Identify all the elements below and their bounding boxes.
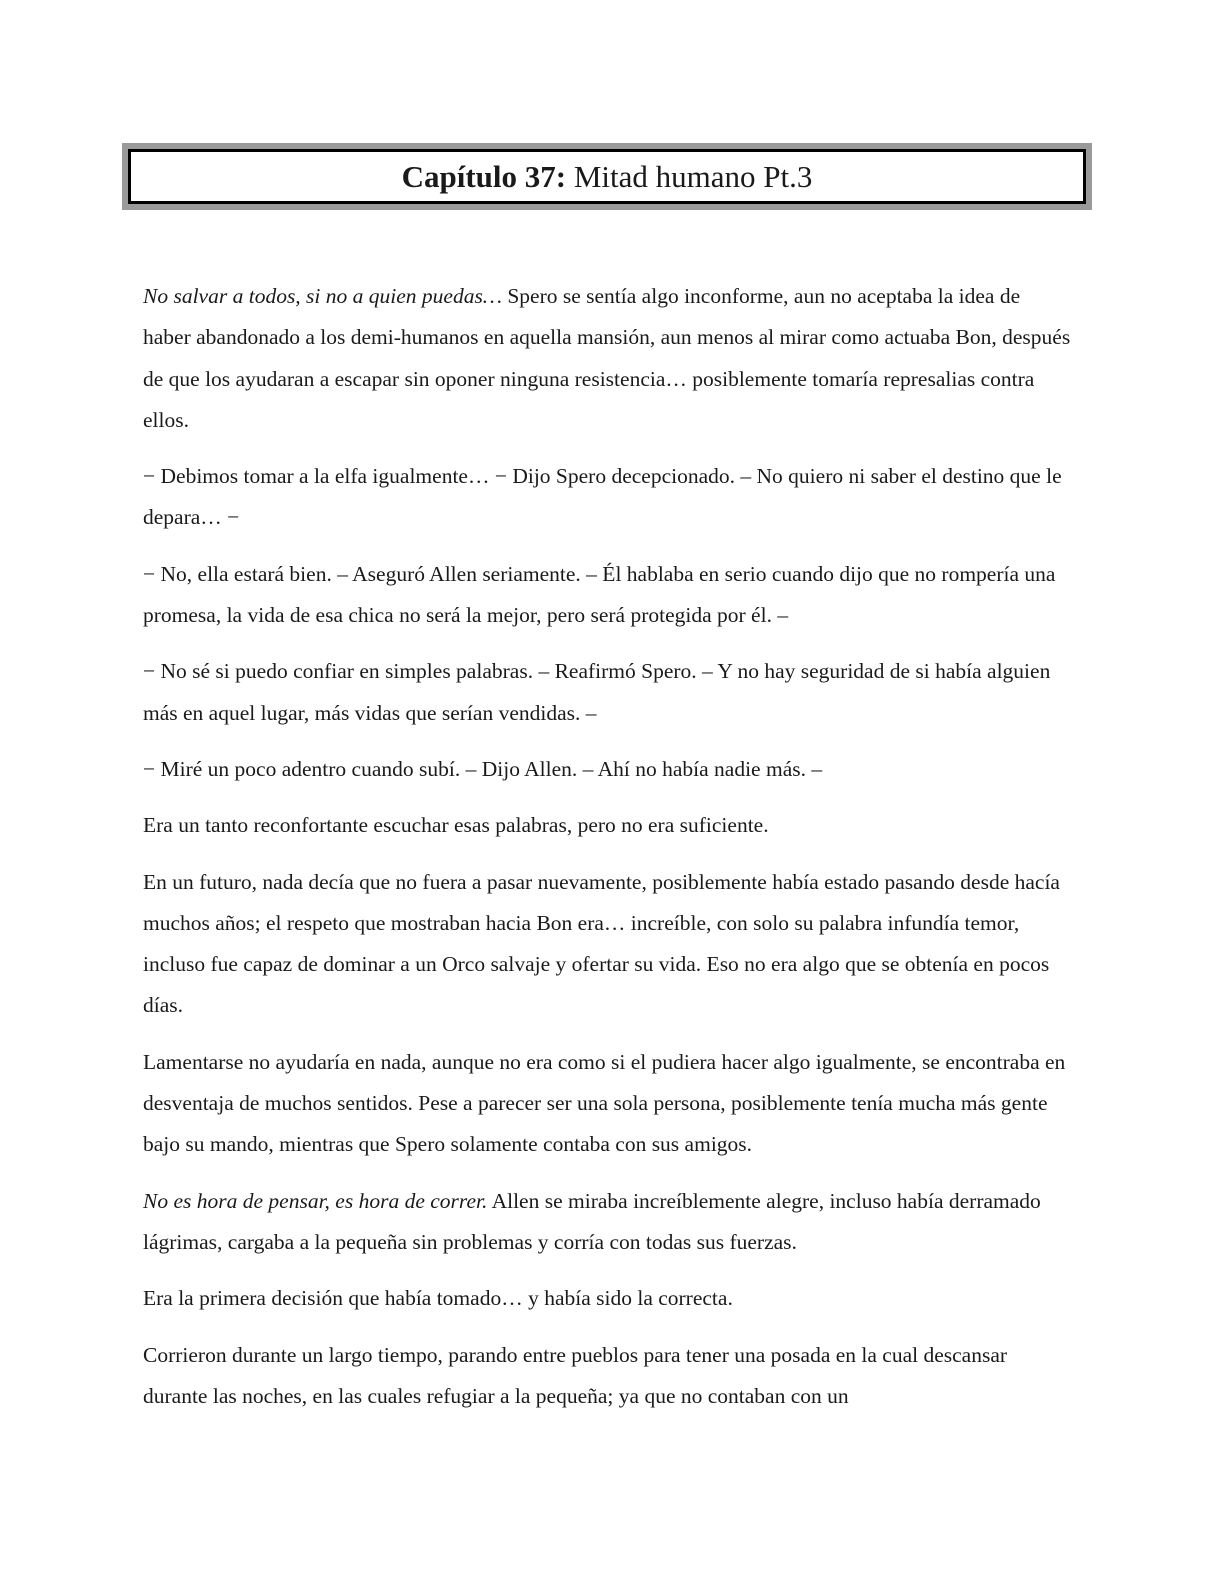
chapter-title-frame	[122, 143, 1092, 210]
paragraph-text: Corrieron durante un largo tiempo, parando entre pueblos para tener una posada en la cual descansar durante las noches, en las cuales refugiar a la pequeña; ya que no contaban con un	[143, 1342, 1008, 1408]
paragraph-text: − Miré un poco adentro cuando subí. – Dijo Allen. – Ahí no había nadie más. –	[143, 756, 823, 781]
paragraph-text: Era un tanto reconfortante escuchar esas palabras, pero no era suficiente.	[143, 813, 769, 838]
paragraph-text: Era la primera decisión que había tomado… y había sido la correcta.	[143, 1286, 733, 1311]
paragraph-4	[143, 651, 1073, 734]
paragraph-text: − No sé si puedo confiar en simples palabras. – Reafirmó Spero. – Y no hay seguridad de si había alguien más en aquel lugar, más vidas que serían vendidas. –	[143, 659, 1051, 725]
paragraph-7	[143, 862, 1073, 1027]
paragraph-10	[143, 1278, 1073, 1319]
paragraph-text: Spero se sentía algo inconforme, aun no aceptaba la idea de haber abandonado a los demi-humanos en aquella mansión, aun menos al mirar como actuaba Bon, después de que los ayudaran a escapar sin oponer ninguna resistencia… posiblemente tomaría represalias contra ellos.	[143, 284, 1071, 432]
paragraph-text: En un futuro, nada decía que no fuera a pasar nuevamente, posiblemente había estado pasando desde hacía muchos años; el respeto que mostraban hacia Bon era… increíble, con solo su palabra infundía temor, incluso fue capaz de dominar a un Orco salvaje y ofertar su vida. Eso no era algo que se obtenía en pocos días.	[143, 869, 1060, 1018]
paragraph-italic: No salvar a todos, si no a quien puedas…	[143, 284, 502, 308]
paragraph-11	[143, 1335, 1073, 1418]
chapter-body	[143, 276, 1073, 1432]
paragraph-2	[143, 456, 1073, 539]
paragraph-3	[143, 554, 1073, 637]
paragraph-9	[143, 1181, 1073, 1264]
paragraph-1	[143, 276, 1073, 441]
chapter-subtitle: Mitad humano Pt.3	[566, 159, 813, 194]
paragraph-8	[143, 1042, 1073, 1166]
paragraph-text: − No, ella estará bien. – Aseguró Allen seriamente. – Él hablaba en serio cuando dijo que no rompería una promesa, la vida de esa chica no será la mejor, pero será protegida por él. –	[143, 561, 1056, 628]
chapter-title	[128, 149, 1086, 204]
paragraph-5	[143, 749, 1073, 790]
paragraph-text: Allen se miraba increíblemente alegre, incluso había derramado lágrimas, cargaba a la pequeña sin problemas y corría con todas sus fuerzas.	[143, 1188, 1041, 1254]
paragraph-6	[143, 805, 1073, 846]
paragraph-text: − Debimos tomar a la elfa igualmente… − Dijo Spero decepcionado. – No quiero ni saber el destino que le depara… −	[143, 464, 1062, 530]
paragraph-italic: No es hora de pensar, es hora de correr.	[143, 1188, 488, 1213]
paragraph-text: Lamentarse no ayudaría en nada, aunque no era como si el pudiera hacer algo igualmente, se encontraba en desventaja de muchos sentidos. Pese a parecer ser una sola persona, posiblemente tenía mucha más gente bajo su mando, mientras que Spero solamente contaba con sus amigos.	[143, 1049, 1066, 1157]
chapter-number: Capítulo 37:	[401, 159, 567, 194]
